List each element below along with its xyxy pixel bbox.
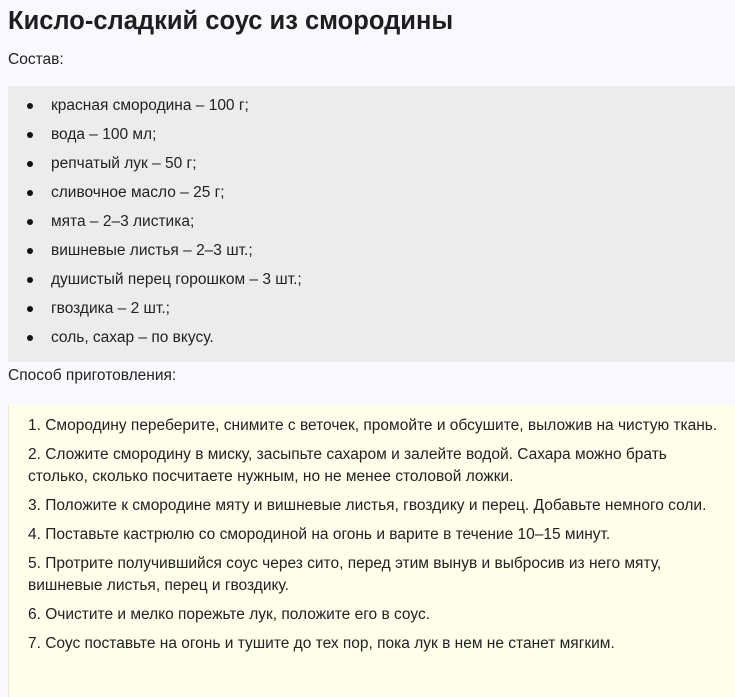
ingredient-text: красная смородина – 100 г; [51,97,249,114]
ingredient-text: душистый перец горошком – 3 шт.; [51,271,302,288]
bullet-icon [27,132,33,138]
ingredients-box [8,86,735,362]
ingredient-item [8,182,735,211]
ingredient-item [8,211,735,240]
ingredient-item [8,269,735,298]
step-item: 2. Сложите смородину в миску, засыпьте сахаром и залейте водой. Сахара можно брать столько, сколько посчитаете нужным, но не менее столовой ложки. [28,446,667,485]
method-label: Способ приготовления: [8,367,177,384]
ingredients-label: Состав: [8,51,64,68]
ingredient-text: мята – 2–3 листика; [51,213,195,230]
bullet-icon [27,277,33,283]
page-title: Кисло-сладкий соус из смородины [8,7,454,35]
ingredient-item [8,298,735,327]
ingredient-item [8,124,735,153]
ingredient-text: репчатый лук – 50 г; [51,155,197,172]
bullet-icon [27,335,33,341]
step-item: 6. Очистите и мелко порежьте лук, положите его в соус. [28,606,431,623]
bullet-icon [27,306,33,312]
ingredient-text: вода – 100 мл; [51,126,157,143]
ingredient-text: вишневые листья – 2–3 шт.; [51,242,253,259]
ingredient-item [8,153,735,182]
step-item: 1. Смородину переберите, снимите с веточек, промойте и обсушите, выложив на чистую ткань. [28,417,718,434]
ingredient-item [8,240,735,269]
ingredient-text: сливочное масло – 25 г; [51,184,225,201]
bullet-icon [27,219,33,225]
bullet-icon [27,103,33,109]
bullet-icon [27,161,33,167]
step-item: 3. Положите к смородине мяту и вишневые листья, гвоздику и перец. Добавьте немного соли. [28,497,707,514]
ingredient-text: гвоздика – 2 шт.; [51,300,170,317]
bullet-icon [27,248,33,254]
step-item: 4. Поставьте кастрюлю со смородиной на огонь и варите в течение 10–15 минут. [28,526,611,543]
ingredient-item [8,327,735,356]
step-item: 5. Протрите получившийся соус через сито, перед этим вынув и выбросив из него мяту, вишневые листья, перец и гвоздику. [28,555,662,594]
steps-box [8,405,735,697]
ingredients-list [8,86,735,356]
steps-list [9,405,735,655]
step-item: 7. Соус поставьте на огонь и тушите до тех пор, пока лук в нем не станет мягким. [28,635,615,652]
ingredient-text: соль, сахар – по вкусу. [51,329,214,346]
bullet-icon [27,190,33,196]
ingredient-item [8,95,735,124]
